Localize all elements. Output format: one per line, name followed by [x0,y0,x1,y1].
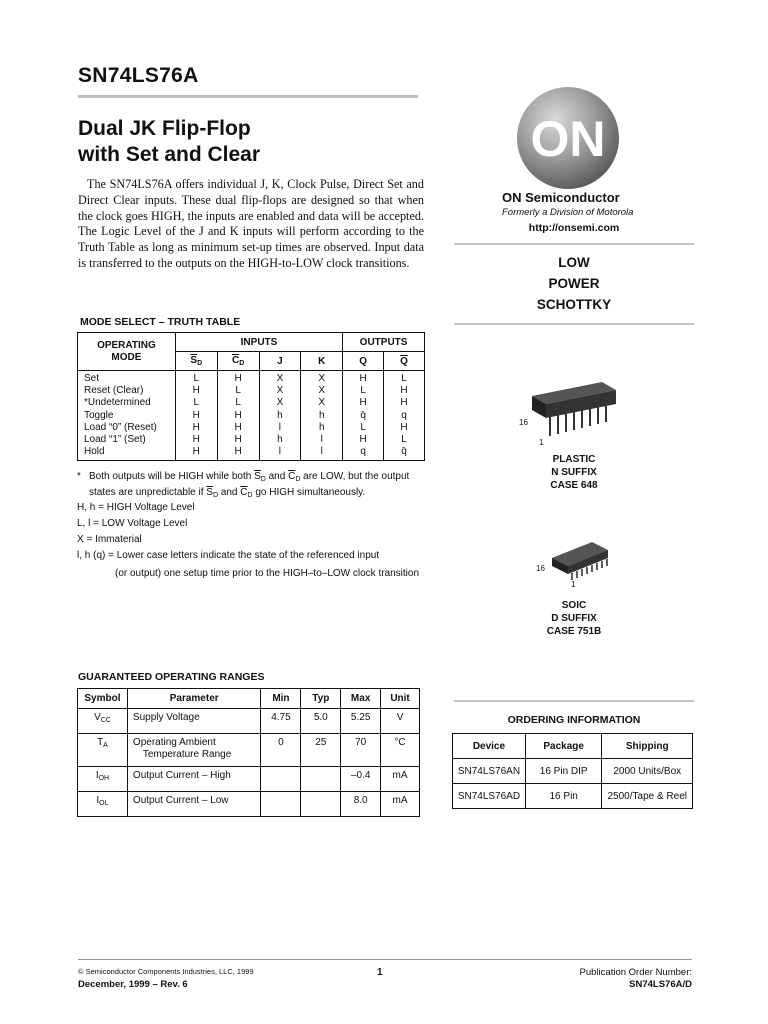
k-cell: h [318,409,325,421]
logo-text: ON [530,111,606,167]
typ-cell: 5.0 [301,709,341,734]
parameter-cell: Output Current – Low [127,792,261,817]
company-url-link[interactable]: http://onsemi.com [528,222,620,234]
modes-column [78,371,176,461]
j-cell: h [277,409,283,421]
qbar-column [384,371,425,461]
divider [454,243,694,245]
shipping-cell: 2000 Units/Box [602,759,693,784]
unit-cell: °C [381,734,420,767]
symbol-cell: $I_{OH}$ [78,767,128,792]
j-cell: X [276,385,284,397]
device-cell: SN74LS76AD [453,784,526,809]
mode-cell: *Undetermined [84,397,151,409]
j-cell: X [276,373,284,384]
sd-cell: H [192,446,200,458]
legend-immaterial: X = Immaterial [77,534,142,545]
qbar-cell: H [400,385,408,397]
operating-ranges-table [77,688,420,817]
j-cell: X [276,397,284,409]
qbar-cell: q [401,409,407,421]
dip-pin16-label: 16 [519,418,528,427]
q-cell: H [359,373,367,384]
dip-package-label: PLASTIC N SUFFIX CASE 648 [550,454,598,491]
undetermined-footnote: * Both outputs will be HIGH while both $\overline{S}_D$ and $\overline{C}_D$ are LOW, but the output states are unpredictable if $\overline{S}_D$ and $\overline{C}_D$ go HIGH simultaneously. [77,470,427,502]
cd-cell: L [235,385,241,397]
family-line: POWER [548,276,600,291]
header-min: Min [261,689,301,709]
title-line-2: with Set and Clear [78,143,261,166]
legend-lowercase: l, h (q) = Lower case letters indicate the state of the referenced input [77,550,380,561]
max-cell: 70 [341,734,381,767]
legend-low: L, l = LOW Voltage Level [77,518,188,529]
min-cell: 4.75 [261,709,301,734]
sd-cell: L [193,373,200,384]
divider [454,700,694,702]
k-cell: h [318,421,325,433]
head-outputs: OUTPUTS [343,333,425,352]
symbol-cell: $V_{CC}$ [78,709,128,734]
sd-column [175,371,217,461]
footer-rule [78,959,692,960]
k-cell: X [318,397,326,409]
qbar-cell: L [401,373,407,384]
title-rule [78,95,418,98]
publication-label: Publication Order Number: [579,967,692,978]
q-cell: L [360,385,366,397]
k-cell: X [318,385,326,397]
soic-package-label: SOIC D SUFFIX CASE 751B [546,600,602,637]
package-cell: 16 Pin [525,784,602,809]
col-qbar: $\overline{Q}$ [384,352,425,371]
sd-cell: H [192,434,200,446]
min-cell [261,792,301,817]
ranges-title: GUARANTEED OPERATING RANGES [78,671,265,683]
symbol-cell: $I_{OL}$ [78,792,128,817]
header-package: Package [525,734,602,759]
document-title [78,116,418,168]
mode-cell: Load “1” (Set) [84,434,146,446]
qbar-cell: L [401,434,407,446]
sd-cell: H [192,421,200,433]
ordering-title: ORDERING INFORMATION [507,714,641,726]
j-cell: h [277,434,283,446]
q-cell: L [360,421,366,433]
qbar-cell: H [400,421,408,433]
qbar-cell: H [400,397,408,409]
q-cell: q̄ [360,409,366,421]
ordering-header-row [453,734,693,759]
q-cell: H [359,397,367,409]
footer-copyright: © Semiconductor Components Industries, LLC, 1999 [78,967,254,976]
publication-number: SN74LS76A/D [629,979,692,990]
table-row [78,734,420,767]
soic-package-icon [548,540,618,586]
col-sd: $\overline{S}_D$ [175,352,217,371]
parameter-cell: Output Current – High [127,767,261,792]
k-cell: X [318,373,326,384]
ranges-header-row [78,689,420,709]
mode-cell: Toggle [84,409,114,421]
intro-paragraph: The SN74LS76A offers individual J, K, Clock Pulse, Direct Set and Direct Clear inputs. These dual flip-flops are designed so that when the clock goes HIGH, the inputs are enabled and data will be accepted. The Logic Level of the J and K inputs will perform according to the Truth Table as long as minimum set-up times are observed. Input data is transferred to the outputs on the HIGH-to-LOW clock transitions. [78,177,424,270]
parameter-cell: Operating Ambient Temperature Range [127,734,261,767]
company-tagline: Formerly a Division of Motorola [502,207,634,218]
footer-date: December, 1999 – Rev. 6 [78,979,188,990]
unit-cell: mA [381,767,420,792]
header-max: Max [341,689,381,709]
soic-pin1-label: 1 [571,580,576,589]
cd-cell: H [234,434,242,446]
table-row [453,759,693,784]
min-cell [261,767,301,792]
head-operating-mode: OPERATING MODE [78,333,176,371]
unit-cell: V [381,709,420,734]
ordering-table [452,733,693,809]
cd-cell: H [234,409,242,421]
sd-cell: H [192,385,200,397]
mode-cell: Load “0” (Reset) [84,421,157,433]
max-cell: 8.0 [341,792,381,817]
typ-cell: 25 [301,734,341,767]
col-k: K [301,352,343,371]
header-shipping: Shipping [602,734,693,759]
symbol-cell: $T_A$ [78,734,128,767]
divider [454,323,694,325]
k-column [301,371,343,461]
q-column [343,371,384,461]
family-line: LOW [558,255,590,270]
sd-cell: L [193,397,200,409]
table-row [453,784,693,809]
family-line: SCHOTTKY [536,297,612,312]
part-number: SN74LS76A [78,64,199,87]
header-typ: Typ [301,689,341,709]
shipping-cell: 2500/Tape & Reel [602,784,693,809]
parameter-cell: Supply Voltage [127,709,261,734]
j-cell: l [278,446,282,458]
max-cell: –0.4 [341,767,381,792]
cd-cell: H [234,446,242,458]
q-cell: q [360,446,366,458]
package-cell: 16 Pin DIP [525,759,602,784]
col-cd: $\overline{C}_D$ [217,352,259,371]
table-row [78,767,420,792]
truth-table [77,332,425,461]
header-device: Device [453,734,526,759]
header-symbol: Symbol [78,689,128,709]
typ-cell [301,792,341,817]
mode-cell: Hold [84,446,105,458]
qbar-cell: q̄ [401,446,407,458]
cd-cell: H [234,421,242,433]
cd-cell: L [235,397,241,409]
min-cell: 0 [261,734,301,767]
col-j: J [259,352,301,371]
max-cell: 5.25 [341,709,381,734]
device-cell: SN74LS76AN [453,759,526,784]
table-row [78,792,420,817]
logic-family [454,252,694,315]
col-q: Q [343,352,384,371]
header-parameter: Parameter [127,689,261,709]
k-cell: l [320,446,323,458]
j-cell: l [278,421,282,433]
legend-lowercase-cont: (or output) one setup time prior to the HIGH–to–LOW clock transition [115,568,420,579]
k-cell: l [320,434,323,446]
head-inputs: INPUTS [175,333,342,352]
typ-cell [301,767,341,792]
sd-cell: H [192,409,200,421]
soic-pin16-label: 16 [536,564,545,573]
cd-cell: H [234,373,242,384]
dip-package-icon [520,378,630,448]
truth-table-title: MODE SELECT – TRUTH TABLE [80,316,241,328]
company-name: ON Semiconductor [502,190,620,205]
on-semiconductor-logo [516,86,620,190]
dip-pin1-label: 1 [539,438,544,447]
unit-cell: mA [381,792,420,817]
q-cell: H [359,434,367,446]
j-column [259,371,301,461]
legend-high: H, h = HIGH Voltage Level [77,502,195,513]
footnote-star: * [77,471,81,482]
mode-cell: Reset (Clear) [84,385,144,397]
mode-cell: Set [84,373,100,384]
table-row [78,709,420,734]
cd-column [217,371,259,461]
page-number: 1 [377,967,383,978]
header-unit: Unit [381,689,420,709]
title-line-1: Dual JK Flip-Flop [78,117,251,140]
